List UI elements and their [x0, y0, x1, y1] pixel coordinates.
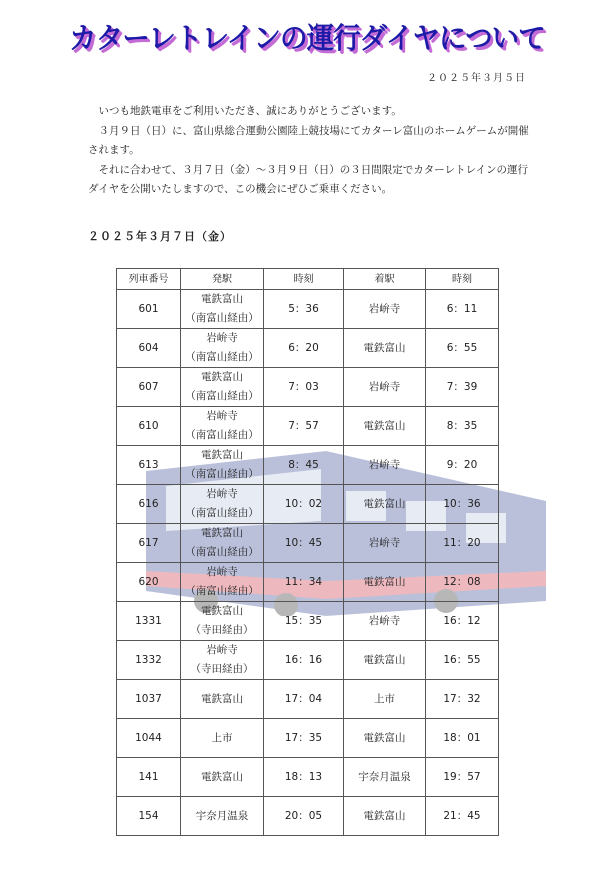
departure-station-name: 電鉄富山	[201, 449, 243, 461]
header-arrival-time: 時刻	[426, 269, 499, 290]
departure-time-cell: 20：05	[264, 797, 344, 836]
departure-time-cell: 17：35	[264, 719, 344, 758]
departure-time-cell: 8：45	[264, 446, 344, 485]
page-title: カターレトレインの運行ダイヤについて	[69, 21, 545, 55]
route-via-note: （南富山経由）	[185, 468, 259, 480]
departure-station-cell	[181, 719, 264, 758]
departure-station-name: 上市	[211, 731, 233, 744]
arrival-time-cell: 9：20	[426, 446, 499, 485]
header-departure-station: 発駅	[181, 269, 264, 290]
arrival-time-cell: 8：35	[426, 407, 499, 446]
departure-station-cell	[181, 524, 264, 563]
departure-time-cell: 16：16	[264, 641, 344, 680]
departure-time-cell: 10：02	[264, 485, 344, 524]
table-header-row	[117, 269, 499, 290]
issue-date: ２０２５年３月５日	[427, 73, 526, 84]
departure-station-name: 岩峅寺	[206, 644, 238, 656]
route-via-note: （南富山経由）	[185, 507, 259, 519]
arrival-time-cell: 12：08	[426, 563, 499, 602]
table-row	[117, 290, 499, 329]
arrival-station-cell: 宇奈月温泉	[344, 758, 426, 797]
departure-time-cell: 18：13	[264, 758, 344, 797]
table-row	[117, 641, 499, 680]
train-number-cell: 154	[117, 797, 181, 836]
route-via-note: （南富山経由）	[185, 312, 259, 324]
train-number-cell: 601	[117, 290, 181, 329]
arrival-station-cell: 電鉄富山	[344, 641, 426, 680]
departure-time-cell: 15：35	[264, 602, 344, 641]
arrival-time-cell: 6：55	[426, 329, 499, 368]
arrival-time-cell: 16：12	[426, 602, 499, 641]
arrival-time-cell: 19：57	[426, 758, 499, 797]
departure-time-cell: 5：36	[264, 290, 344, 329]
arrival-station-cell: 岩峅寺	[344, 602, 426, 641]
departure-station-cell	[181, 290, 264, 329]
departure-station-cell	[181, 485, 264, 524]
train-number-cell: 620	[117, 563, 181, 602]
departure-station-cell	[181, 797, 264, 836]
table-row	[117, 602, 499, 641]
departure-station-cell	[181, 329, 264, 368]
departure-station-name: 電鉄富山	[201, 293, 243, 305]
arrival-time-cell: 11：20	[426, 524, 499, 563]
arrival-time-cell: 16：55	[426, 641, 499, 680]
route-via-note: （南富山経由）	[185, 585, 259, 597]
departure-station-cell	[181, 680, 264, 719]
train-number-cell: 1044	[117, 719, 181, 758]
arrival-station-cell: 岩峅寺	[344, 524, 426, 563]
arrival-time-cell: 10：36	[426, 485, 499, 524]
departure-station-name: 電鉄富山	[201, 692, 243, 705]
departure-station-name: 岩峅寺	[206, 566, 238, 578]
table-row	[117, 368, 499, 407]
table-row	[117, 524, 499, 563]
departure-time-cell: 7：57	[264, 407, 344, 446]
route-via-note: （寺田経由）	[190, 663, 254, 675]
arrival-station-cell: 岩峅寺	[344, 290, 426, 329]
departure-station-cell	[181, 368, 264, 407]
table-row	[117, 485, 499, 524]
train-number-cell: 1332	[117, 641, 181, 680]
departure-station-name: 電鉄富山	[201, 770, 243, 783]
train-number-cell: 616	[117, 485, 181, 524]
departure-station-cell	[181, 602, 264, 641]
arrival-station-cell: 電鉄富山	[344, 719, 426, 758]
route-via-note: （南富山経由）	[185, 351, 259, 363]
arrival-station-cell: 電鉄富山	[344, 563, 426, 602]
train-number-cell: 604	[117, 329, 181, 368]
table-row	[117, 407, 499, 446]
intro-paragraph-2: ３月９日（日）に、富山県総合運動公園陸上競技場にてカターレ富山のホームゲームが開催されます。	[88, 124, 529, 156]
departure-station-name: 岩峅寺	[206, 488, 238, 500]
schedule-date: ２０２５年３月７日（金）	[88, 230, 232, 243]
departure-station-name: 岩峅寺	[206, 332, 238, 344]
arrival-station-cell: 電鉄富山	[344, 407, 426, 446]
arrival-time-cell: 17：32	[426, 680, 499, 719]
departure-station-name: 電鉄富山	[201, 371, 243, 383]
header-train-number: 列車番号	[117, 269, 181, 290]
departure-station-cell	[181, 446, 264, 485]
table-row	[117, 680, 499, 719]
departure-station-cell	[181, 758, 264, 797]
train-number-cell: 141	[117, 758, 181, 797]
intro-text	[88, 102, 534, 200]
train-number-cell: 610	[117, 407, 181, 446]
route-via-note: （南富山経由）	[185, 390, 259, 402]
timetable	[116, 268, 499, 836]
route-via-note: （南富山経由）	[185, 546, 259, 558]
train-number-cell: 607	[117, 368, 181, 407]
header-departure-time: 時刻	[264, 269, 344, 290]
departure-time-cell: 7：03	[264, 368, 344, 407]
route-via-note: （寺田経由）	[190, 624, 254, 636]
departure-time-cell: 11：34	[264, 563, 344, 602]
table-row	[117, 719, 499, 758]
arrival-station-cell: 電鉄富山	[344, 485, 426, 524]
table-row	[117, 329, 499, 368]
intro-paragraph-3: それに合わせて、３月７日（金）～３月９日（日）の３日間限定でカターレトレインの運行ダイヤを公開いたしますので、この機会にぜひご乗車ください。	[88, 163, 529, 195]
arrival-station-cell: 電鉄富山	[344, 329, 426, 368]
train-number-cell: 613	[117, 446, 181, 485]
departure-time-cell: 10：45	[264, 524, 344, 563]
table-row	[117, 563, 499, 602]
departure-station-cell	[181, 407, 264, 446]
table-row	[117, 758, 499, 797]
arrival-time-cell: 6：11	[426, 290, 499, 329]
departure-time-cell: 17：04	[264, 680, 344, 719]
arrival-time-cell: 7：39	[426, 368, 499, 407]
arrival-time-cell: 21：45	[426, 797, 499, 836]
arrival-station-cell: 岩峅寺	[344, 446, 426, 485]
table-row	[117, 797, 499, 836]
arrival-station-cell: 電鉄富山	[344, 797, 426, 836]
arrival-station-cell: 上市	[344, 680, 426, 719]
train-number-cell: 617	[117, 524, 181, 563]
arrival-station-cell: 岩峅寺	[344, 368, 426, 407]
intro-paragraph-1: いつも地鉄電車をご利用いただき、誠にありがとうございます。	[98, 105, 402, 117]
train-number-cell: 1037	[117, 680, 181, 719]
departure-station-name: 電鉄富山	[201, 527, 243, 539]
departure-station-cell	[181, 641, 264, 680]
route-via-note: （南富山経由）	[185, 429, 259, 441]
train-number-cell: 1331	[117, 602, 181, 641]
arrival-time-cell: 18：01	[426, 719, 499, 758]
departure-station-name: 岩峅寺	[206, 410, 238, 422]
departure-time-cell: 6：20	[264, 329, 344, 368]
departure-station-name: 電鉄富山	[201, 605, 243, 617]
timetable-area	[116, 268, 498, 839]
header-arrival-station: 着駅	[344, 269, 426, 290]
departure-station-name: 宇奈月温泉	[195, 809, 249, 822]
departure-station-cell	[181, 563, 264, 602]
table-row	[117, 446, 499, 485]
